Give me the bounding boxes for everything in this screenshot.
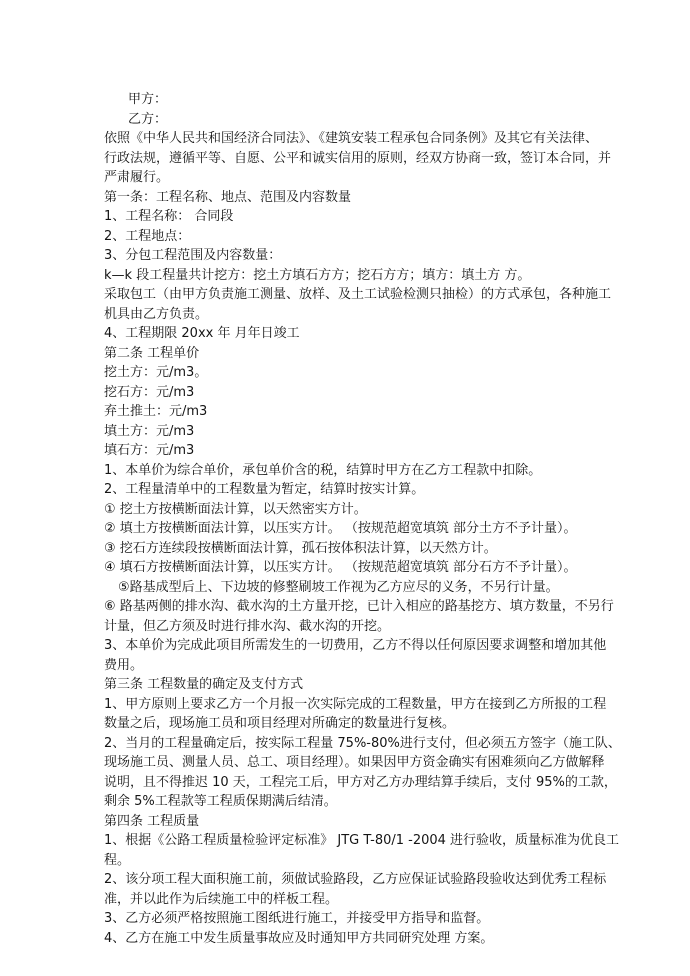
- unit-price-line: 填石方：元/m3: [104, 443, 195, 458]
- article-2-line: 计量，但乙方须及时进行排水沟、截水沟的开挖。: [104, 618, 391, 634]
- article-2-line: 2、工程量清单中的工程数量为暂定，结算时按实计算。: [104, 482, 425, 497]
- article-3-line: 数量之后，现场施工员和项目经理对所确定的数量进行复核。: [104, 716, 456, 731]
- article-1-line: 采取包工（由甲方负责施工测量、放样、及土工试验检测只抽检）的方式承包，各种施工: [104, 287, 612, 302]
- article-2-line: ⑤路基成型后上、下边坡的修整刷坡工作视为乙方应尽的义务，不另行计量。: [118, 579, 559, 595]
- article-1-line: 4、工程期限 20xx 年 月年日竣工: [104, 326, 300, 341]
- article-2-line: 费用。: [104, 657, 144, 673]
- unit-price-line: 填土方：元/m3: [104, 423, 195, 439]
- article-4-line: 2、该分项工程大面积施工前，须做试验路段，乙方应保证试验路段验收达到优秀工程标: [104, 872, 607, 887]
- article-3-line: 说明，且不得推迟 10 天，工程完工后，甲方对乙方办理结算手续后，支付 95%的工款，: [104, 774, 617, 790]
- party-a-line: 甲方：: [128, 92, 168, 107]
- article-2-heading: 第二条 工程单价: [104, 345, 200, 361]
- article-4-line: 1、根据《公路工程质量检验评定标准》 JTG T-80/1 -2004 进行验收，质量标准为优良工: [104, 833, 620, 848]
- article-2-line: ① 挖土方按横断面法计算，以天然密实方计。: [104, 501, 367, 517]
- article-2-line: 1、本单价为综合单价，承包单价含的税，结算时甲方在乙方工程款中扣除。: [104, 462, 542, 478]
- article-2-line: ⑥ 路基两侧的排水沟、截水沟的土方量开挖，已计入相应的路基挖方、填方数量，不另行: [104, 599, 614, 614]
- article-4-line: 3、乙方必须严格按照施工图纸进行施工，并接受甲方指导和监督。: [104, 911, 490, 926]
- article-4-line: 准，并以此作为后续施工中的样板工程。: [104, 891, 339, 907]
- article-3-line: 2、当月的工程量确定后，按实际工程量 75%-80%进行支付，但必须五方签字（施工队、: [104, 735, 621, 751]
- article-1-heading: 第一条：工程名称、地点、范围及内容数量: [104, 189, 352, 205]
- article-2-line: ② 填土方按横断面法计算，以压实方计。 （按规范超宽填筑 部分土方不予计量）。: [104, 521, 577, 536]
- preamble-line: 依照《中华人民共和国经济合同法》、《建筑安装工程承包合同条例》及其它有关法律、: [104, 131, 599, 146]
- preamble-line: 行政法规，遵循平等、自愿、公平和诚实信用的原则，经双方协商一致，签订本合同，并: [104, 150, 612, 166]
- party-b-line: 乙方：: [128, 111, 168, 127]
- article-2-line: ④ 填石方按横断面法计算，以压实方计。 （按规范超宽填筑 部分石方不予计量）。: [104, 560, 577, 575]
- article-1-line: 1、工程名称： 合同段: [104, 209, 234, 224]
- article-4-line: 程。: [104, 852, 131, 868]
- article-4-heading: 第四条 工程质量: [104, 813, 200, 829]
- article-3-line: 剩余 5%工程款等工程质保期满后结清。: [104, 794, 337, 809]
- article-1-line: 3、分包工程范围及内容数量：: [104, 248, 282, 263]
- article-3-line: 现场施工员、测量人员、总工、项目经理）。如果因甲方资金确实有困难须向乙方做解释: [104, 755, 605, 770]
- contract-document: [104, 90, 621, 948]
- preamble-line: 严肃履行。: [104, 170, 170, 185]
- article-1-line: k—k 段工程量共计挖方：挖土方填石方方；挖石方方；填方：填土方 方。: [104, 267, 531, 283]
- article-1-line: 机具由乙方负责。: [104, 306, 209, 322]
- article-3-heading: 第三条 工程数量的确定及支付方式: [104, 677, 304, 692]
- article-4-line: 4、乙方在施工中发生质量事故应及时通知甲方共同研究处理 方案。: [104, 930, 494, 946]
- unit-price-line: 挖石方：元/m3: [104, 384, 195, 400]
- article-3-line: 1、甲方原则上要求乙方一个月报一次实际完成的工程数量，甲方在接到乙方所报的工程: [104, 696, 607, 712]
- unit-price-line: 弃土推土：元/m3: [104, 404, 208, 419]
- article-2-line: 3、本单价为完成此项目所需发生的一切费用，乙方不得以任何原因要求调整和增加其他: [104, 638, 607, 653]
- article-2-line: ③ 挖石方连续段按横断面法计算，孤石按体积法计算，以天然方计。: [104, 540, 497, 556]
- article-1-line: 2、工程地点：: [104, 228, 191, 244]
- unit-price-line: 挖土方：元/m3。: [104, 365, 208, 380]
